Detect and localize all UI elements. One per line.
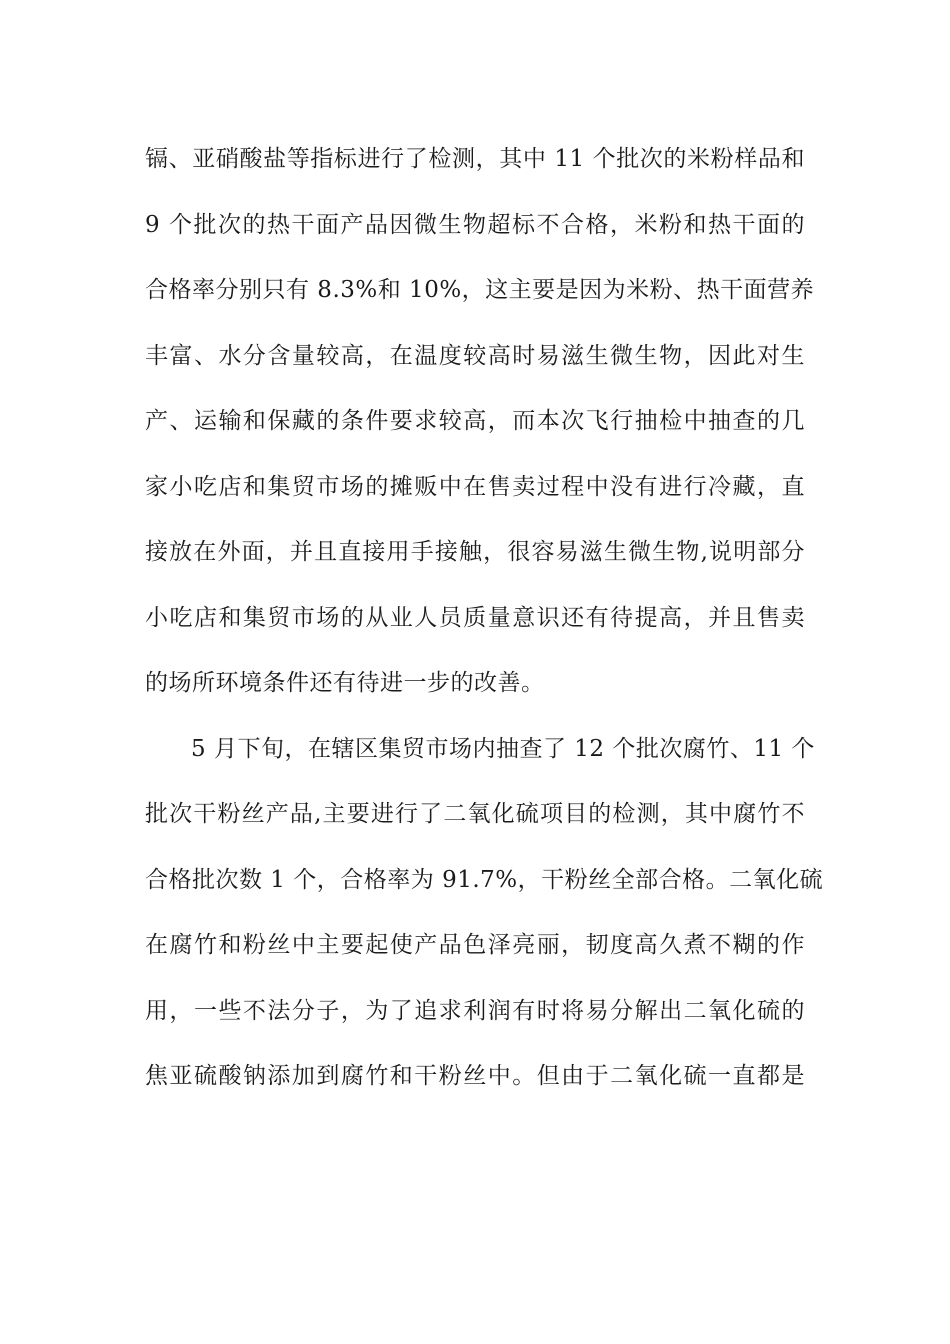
text-line: 合格率分别只有 8.3%和 10%，这主要是因为米粉、热干面营养 bbox=[145, 277, 815, 303]
text-line: 用，一些不法分子，为了追求利润有时将易分解出二氧化硫的 bbox=[145, 997, 805, 1024]
text-line: 合格批次数 1 个，合格率为 91.7%，干粉丝全部合格。二氧化硫 bbox=[145, 866, 824, 893]
text-line: 5 月下旬，在辖区集贸市场内抽查了 12 个批次腐竹、11 个 bbox=[191, 735, 815, 762]
body-text bbox=[145, 127, 824, 1110]
text-line: 产、运输和保藏的条件要求较高，而本次飞行抽检中抽查的几 bbox=[145, 408, 805, 434]
text-line: 接放在外面，并且直接用手接触，很容易滋生微生物,说明部分 bbox=[145, 539, 805, 565]
text-line: 丰富、水分含量较高，在温度较高时易滋生微生物，因此对生 bbox=[145, 342, 805, 369]
text-line: 批次干粉丝产品,主要进行了二氧化硫项目的检测，其中腐竹不 bbox=[145, 801, 805, 827]
text-line: 镉、亚硝酸盐等指标进行了检测，其中 11 个批次的米粉样品和 bbox=[145, 146, 805, 172]
text-line: 在腐竹和粉丝中主要起使产品色泽亮丽，韧度高久煮不糊的作 bbox=[145, 932, 805, 958]
text-line: 的场所环境条件还有待进一步的改善。 bbox=[145, 670, 545, 696]
text-line: 家小吃店和集贸市场的摊贩中在售卖过程中没有进行冷藏，直 bbox=[145, 473, 805, 500]
text-line: 9 个批次的热干面产品因微生物超标不合格，米粉和热干面的 bbox=[145, 211, 805, 238]
text-line: 焦亚硫酸钠添加到腐竹和干粉丝中。但由于二氧化硫一直都是 bbox=[145, 1063, 805, 1089]
text-line: 小吃店和集贸市场的从业人员质量意识还有待提高，并且售卖 bbox=[145, 604, 805, 631]
